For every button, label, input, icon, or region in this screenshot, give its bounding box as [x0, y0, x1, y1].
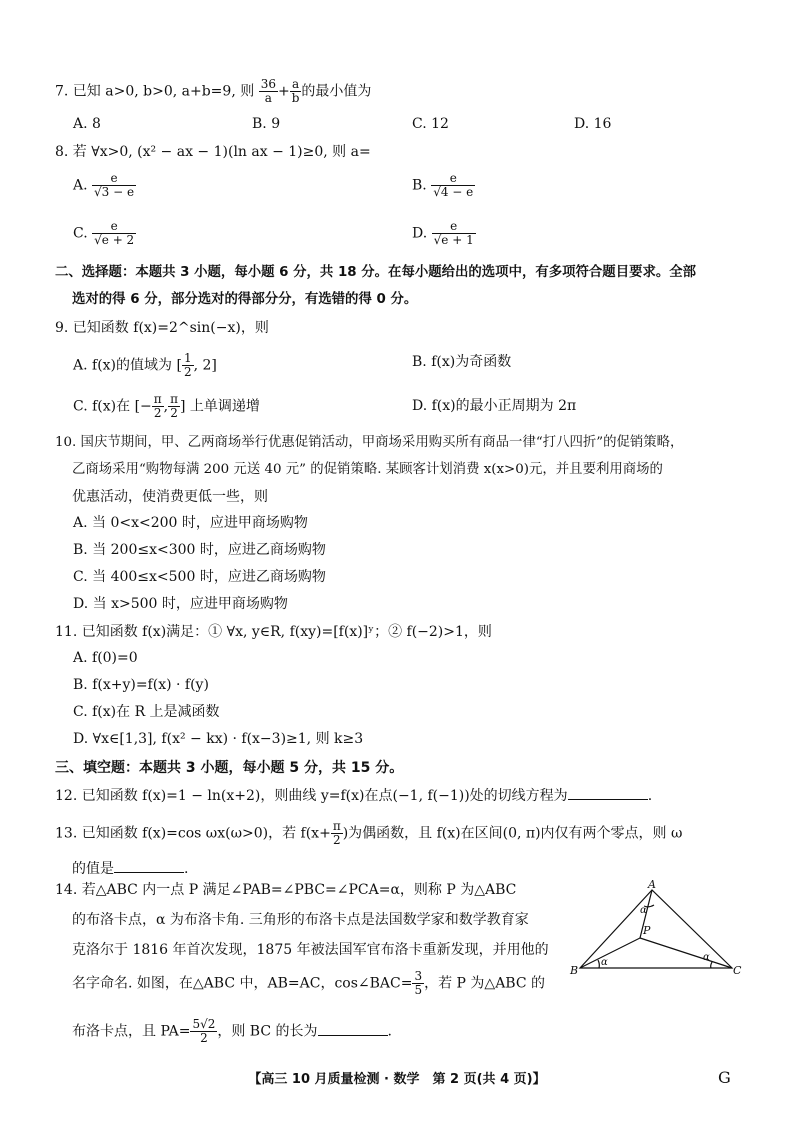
- q8-option-a: A. $\frac{e}{√3 - e}$: [73, 171, 135, 199]
- q8-option-b: B. $\frac{e}{√4 - e}$: [412, 171, 474, 199]
- label-b: B: [570, 964, 579, 977]
- label-p: P: [643, 924, 651, 937]
- q8-option-d: D. $\frac{e}{√e + 1}$: [412, 219, 474, 247]
- q12-answer-blank[interactable]: [568, 785, 648, 800]
- angle-arc-b: [598, 960, 599, 968]
- brocard-triangle-figure: [570, 880, 740, 980]
- q9-option-b: B. f(x)为奇函数: [412, 354, 512, 370]
- q13-stem: 13. 已知函数 f(x)=cos ωx(ω>0)，若 f(x+ $\frac{\pi}{2}$ )为偶函数，且 f(x)在区间(0, π)内仅有两个零点，则 ω: [55, 819, 683, 847]
- q9-option-c: C. f(x)在 [− $\frac{\pi}{2}$ , $\frac{\pi}{2}$ ] 上单调递增: [73, 392, 260, 420]
- q11-option-d: D. ∀x∈[1,3], f(x² − kx) · f(x−3)≥1, 则 k≥3: [73, 731, 364, 747]
- angle-arc-c: [711, 962, 712, 968]
- q10-option-d: D. 当 x>500 时，应进甲商场购物: [73, 596, 288, 612]
- q13-answer-blank[interactable]: [114, 858, 184, 873]
- q10-option-c: C. 当 400≤x<500 时，应进乙商场购物: [73, 569, 326, 585]
- section2-heading: 二、选择题：本题共 3 小题，每小题 6 分，共 18 分。在每小题给出的选项中，有多项符合题目要求。全部: [55, 265, 697, 280]
- label-alpha-c: α: [703, 952, 710, 963]
- label-alpha-a: α: [640, 905, 647, 916]
- q11-option-c: C. f(x)在 R 上是减函数: [73, 704, 220, 720]
- q10-stem-2: 乙商场采用“购物每满 200 元送 40 元” 的促销策略. 某顾客计划消费 x(x>0)元，并且要利用商场的: [72, 462, 663, 477]
- q9-option-d: D. f(x)的最小正周期为 2π: [412, 398, 577, 414]
- q7-stem-text: 7. 已知 a>0, b>0, a+b=9, 则: [55, 83, 255, 100]
- q11-option-a: A. f(0)=0: [73, 650, 138, 666]
- q11-stem: 11. 已知函数 f(x)满足：① ∀x, y∈R, f(xy)=[f(x)]ʸ；② f(−2)>1，则: [55, 624, 492, 640]
- label-a: A: [648, 878, 656, 891]
- q9-stem: 9. 已知函数 f(x)=2^sin(−x)，则: [55, 320, 269, 336]
- q7-stem: 7. 已知 a>0, b>0, a+b=9, 则 $\frac{36}{a}$ + $\frac{a}{b}$ 的最小值为: [55, 77, 372, 105]
- section3-heading: 三、填空题：本题共 3 小题，每小题 5 分，共 15 分。: [55, 760, 404, 776]
- q14-answer-blank[interactable]: [318, 1021, 388, 1036]
- label-c: C: [733, 964, 742, 977]
- q9-option-a: A. f(x)的值域为 [ $\frac{1}{2}$ , 2]: [73, 351, 217, 379]
- q7-option-a: A. 8: [73, 116, 101, 132]
- q10-stem-3: 优惠活动，使消费更低一些，则: [72, 489, 268, 505]
- q10-option-a: A. 当 0<x<200 时，应进甲商场购物: [73, 515, 308, 531]
- q7-option-d: D. 16: [574, 116, 612, 132]
- q10-stem-1: 10. 国庆节期间，甲、乙两商场举行优惠促销活动，甲商场采用购买所有商品一律“打八四折”的促销策略，: [55, 435, 684, 450]
- section2-heading-cont: 选对的得 6 分，部分选对的得部分分，有选错的得 0 分。: [72, 292, 418, 307]
- q14-stem-5: 布洛卡点，且 PA= $\frac{5√2}{2}$ ，则 BC 的长为 .: [72, 1017, 392, 1045]
- q13-stem-2: 的值是 .: [72, 858, 188, 879]
- q14-stem-3: 克洛尔于 1816 年首次发现，1875 年被法国军官布洛卡重新发现，并用他的: [72, 942, 549, 958]
- q11-option-b: B. f(x+y)=f(x) · f(y): [73, 677, 209, 693]
- label-alpha-b: α: [601, 957, 608, 968]
- q7-frac2: $\frac{a}{b}$: [291, 77, 300, 105]
- page-footer: 【高三 10 月质量检测 · 数学 第 2 页(共 4 页)】: [248, 1072, 546, 1087]
- q14-stem-1: 14. 若△ABC 内一点 P 满足∠PAB=∠PBC=∠PCA=α，则称 P 为△ABC: [55, 882, 517, 898]
- corner-mark: G: [718, 1068, 731, 1087]
- q12-stem: 12. 已知函数 f(x)=1 − ln(x+2)，则曲线 y=f(x)在点(−1, f(−1))处的切线方程为 .: [55, 785, 652, 806]
- q14-stem-2: 的布洛卡点，α 为布洛卡角. 三角形的布洛卡点是法国数学家和数学教育家: [72, 912, 529, 928]
- q7-option-b: B. 9: [252, 116, 281, 132]
- segment-pb: [580, 938, 640, 968]
- q8-stem: 8. 若 ∀x>0, (x² − ax − 1)(ln ax − 1)≥0, 则 a=: [55, 144, 371, 160]
- q8-option-c: C. $\frac{e}{√e + 2}$: [73, 219, 135, 247]
- q10-option-b: B. 当 200≤x<300 时，应进乙商场购物: [73, 542, 326, 558]
- q7-option-c: C. 12: [412, 116, 449, 132]
- q7-frac1: $\frac{36}{a}$: [260, 77, 276, 105]
- q14-stem-4: 名字命名. 如图，在△ABC 中，AB=AC，cos∠BAC= $\frac{3}{5}$ ，若 P 为△ABC 的: [72, 969, 546, 997]
- segment-pc: [640, 938, 732, 968]
